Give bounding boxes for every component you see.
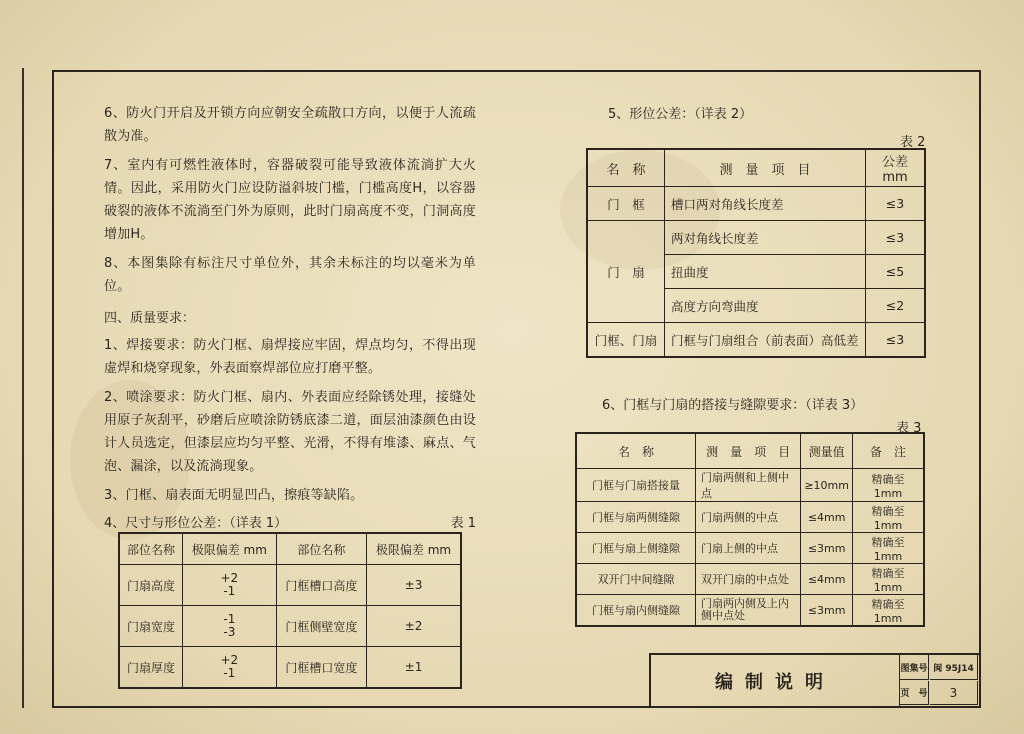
tolerance-cell: ≤3: [866, 221, 926, 255]
table-2-form-tolerance: [586, 148, 926, 358]
table-header-row: [576, 433, 924, 469]
tolerance-cell: ≤5: [866, 255, 926, 289]
tolerance-cell: ≤3: [866, 187, 926, 221]
tolerance-upper: +2: [220, 571, 239, 585]
part-name: 门扇宽度: [119, 606, 182, 647]
remark: 精确至 1mm: [853, 533, 925, 564]
gap-name: 门框与门扇搭接量: [576, 469, 696, 502]
remark: 精确至 1mm: [853, 502, 925, 533]
tolerance-cell: ±1: [367, 647, 461, 689]
part-name: 门扇厚度: [119, 647, 182, 689]
table-row: [119, 606, 461, 647]
part-name: 门框槽口宽度: [276, 647, 366, 689]
table-header-row: [587, 149, 925, 187]
tolerance-cell: ≤3: [866, 323, 926, 358]
measure-item: 扭曲度: [665, 255, 866, 289]
table-header-cell: 公差 mm: [866, 149, 926, 187]
tolerance-cell: [182, 565, 276, 606]
measure-value: ≥10mm: [801, 469, 853, 502]
table2-label: 表 2: [900, 135, 926, 150]
part-name: 门框槽口高度: [276, 565, 366, 606]
measure-item: 门扇两内侧及上内侧中点处: [696, 595, 801, 627]
remark: 精确至 1mm: [853, 595, 925, 627]
quality-4: 4、尺寸与形位公差：（详表 1）: [104, 516, 288, 531]
measure-item: 高度方向弯曲度: [665, 289, 866, 323]
table-row: [119, 647, 461, 689]
drawing-title: 编制说明: [651, 655, 900, 706]
gap-name: 双开门中间缝隙: [576, 564, 696, 595]
table1-label: 表 1: [450, 516, 476, 531]
group-name: 门框、门扇: [587, 323, 665, 358]
measure-item: 双开门扇的中点处: [696, 564, 801, 595]
gap-name: 门框与扇两侧缝隙: [576, 502, 696, 533]
gap-name: 门框与扇上侧缝隙: [576, 533, 696, 564]
note-7: 7、室内有可燃性液体时，容器破裂可能导致液体流淌扩大火情。因此，采用防火门应设防溢斜坡门槛，门槛高度H，以容器破裂的液体不流淌至门外为原则，此时门扇高度不变，门洞高度增加H。: [104, 158, 476, 242]
group-name: 门 扇: [587, 221, 665, 323]
table-header-cell: 名 称: [576, 433, 696, 469]
page-number: 3: [930, 681, 978, 705]
table-row: [576, 469, 924, 502]
tolerance-cell: ±2: [367, 606, 461, 647]
measure-item: 门框与门扇组合（前表面）高低差: [665, 323, 866, 358]
measure-value: ≤3mm: [801, 533, 853, 564]
measure-value: ≤3mm: [801, 595, 853, 627]
table-header-cell: 名 称: [587, 149, 665, 187]
left-notes-column: [104, 102, 476, 539]
gap-name: 门框与扇内侧缝隙: [576, 595, 696, 627]
tolerance-lower: -1: [223, 584, 236, 598]
table-header-cell: 部位名称: [276, 533, 366, 565]
remark: 精确至 1mm: [853, 564, 925, 595]
table-3-gap-requirements: [575, 432, 925, 627]
page-number-label: 页 号: [900, 681, 929, 705]
note-6: 6、防火门开启及开锁方向应朝安全疏散口方向，以便于人流疏散为准。: [104, 106, 476, 144]
table-row: [576, 502, 924, 533]
table-1-dimension-tolerance: [118, 532, 462, 689]
measure-item: 门扇上侧的中点: [696, 533, 801, 564]
note-6-right: 6、门框与门扇的搭接与缝隙要求：（详表 3）: [602, 398, 864, 413]
table-header-cell: 部位名称: [119, 533, 182, 565]
note-5: 5、形位公差：（详表 2）: [608, 107, 753, 122]
group-name: 门 框: [587, 187, 665, 221]
part-name: 门框侧壁宽度: [276, 606, 366, 647]
table-header-cell: 备 注: [853, 433, 925, 469]
tolerance-lower: -3: [223, 625, 236, 639]
atlas-number-label: 图集号: [900, 655, 929, 680]
remark: 精确至 1mm: [853, 469, 925, 502]
binding-edge: [0, 68, 24, 708]
title-block: [649, 653, 979, 706]
table3-label: 表 3: [896, 421, 922, 436]
measure-item: 两对角线长度差: [665, 221, 866, 255]
measure-item: 槽口两对角线长度差: [665, 187, 866, 221]
table-row: [587, 221, 925, 255]
measure-value: ≤4mm: [801, 564, 853, 595]
tolerance-cell: [182, 647, 276, 689]
section-4-heading: 四、质量要求：: [104, 311, 196, 326]
tolerance-cell: ±3: [367, 565, 461, 606]
quality-1: 1、焊接要求：防火门框、扇焊接应牢固，焊点均匀，不得出现虚焊和烧穿现象，外表面察焊部位应打磨平整。: [104, 338, 476, 376]
table-header-cell: 测 量 项 目: [665, 149, 866, 187]
table-header-cell: 极限偏差 mm: [367, 533, 461, 565]
table-header-cell: 测量值: [801, 433, 853, 469]
table-row: [576, 564, 924, 595]
table-row: [587, 323, 925, 358]
table-header-cell: 测 量 项 目: [696, 433, 801, 469]
measure-value: ≤4mm: [801, 502, 853, 533]
table-row: [576, 595, 924, 627]
table-header-row: [119, 533, 461, 565]
tolerance-upper: -1: [223, 612, 236, 626]
table-row: [587, 187, 925, 221]
tolerance-upper: +2: [220, 653, 239, 667]
quality-3: 3、门框、扇表面无明显凹凸，擦痕等缺陷。: [104, 488, 364, 503]
table-row: [119, 565, 461, 606]
tolerance-cell: [182, 606, 276, 647]
table-header-cell: 极限偏差 mm: [182, 533, 276, 565]
measure-item: 门扇两侧和上侧中点: [696, 469, 801, 502]
table-row: [576, 533, 924, 564]
measure-item: 门扇两侧的中点: [696, 502, 801, 533]
part-name: 门扇高度: [119, 565, 182, 606]
atlas-number: 闽 95J14: [930, 655, 978, 680]
tolerance-cell: ≤2: [866, 289, 926, 323]
quality-2: 2、喷涂要求：防火门框、扇内、外表面应经除锈处理，接缝处用原子灰刮平，砂磨后应喷涂防锈底漆二道，面层油漆颜色由设计人员选定，但漆层应均匀平整、光滑，不得有堆漆、麻点、气泡、漏涂，以及流淌现象。: [104, 390, 476, 474]
note-8: 8、本图集除有标注尺寸单位外，其余未标注的均以毫米为单位。: [104, 256, 476, 294]
tolerance-lower: -1: [223, 666, 236, 680]
